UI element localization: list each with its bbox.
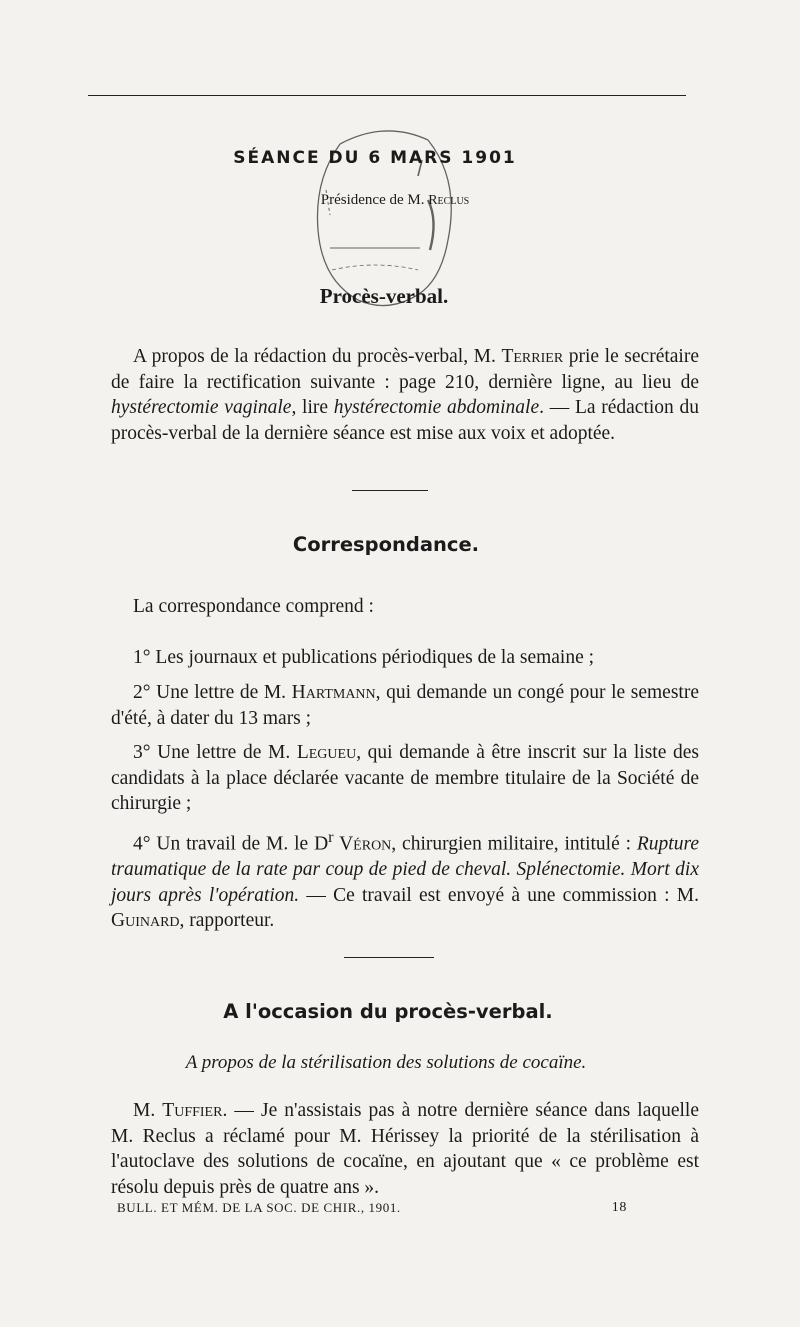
correspondance-item-3 — [111, 740, 699, 817]
correspondance-intro: La correspondance comprend : — [133, 596, 374, 617]
presidence-line — [0, 192, 795, 209]
occasion-subheading: A propos de la stérilisation des solutions de cocaïne. — [185, 1052, 587, 1073]
item2-name: Hartmann — [291, 682, 376, 703]
pv-text-2: prie le secrétaire de faire la rectification suivante : page 210, dernière ligne, au lieu de — [111, 346, 699, 393]
item4-name-2: Guinard — [111, 910, 180, 931]
correspondance-item-1: 1° Les journaux et publications périodiques de la semaine ; — [133, 647, 595, 668]
item2-text-2: , qui demande un congé pour le semestre d'été, à dater du 13 mars ; — [111, 682, 699, 729]
item4-name: Véron — [333, 833, 392, 855]
occasion-paragraph — [111, 1098, 699, 1200]
item4-sup: r — [328, 828, 334, 846]
correspondance-item-2 — [111, 680, 699, 731]
pv-text-3: , lire — [291, 397, 334, 418]
item4-text-1: 4° Un travail de M. le D — [133, 833, 329, 855]
correspondance-item-4 — [111, 825, 699, 934]
pv-name-terrier: Terrier — [501, 346, 564, 367]
item4-text-4: , rapporteur. — [179, 910, 275, 931]
page-footer — [117, 1200, 627, 1217]
item2-text-1: 2° Une lettre de M. — [133, 682, 292, 703]
presidence-name: Reclus — [428, 193, 470, 208]
occ-text-1: M. — [133, 1100, 163, 1121]
item4-italic-title: Rupture traumatique de la rate par coup de pied de cheval. Splénectomie. Mort dix jours après l'opération. — [111, 833, 699, 906]
proces-verbal-paragraph — [111, 344, 699, 446]
presidence-prefix: Présidence de M. — [320, 192, 429, 208]
item4-text-2: , chirurgien militaire, intitulé : — [391, 833, 637, 855]
footer-page-signature: 18 — [611, 1200, 627, 1215]
pv-text-1: A propos de la rédaction du procès-verbal, M. — [133, 346, 502, 367]
item3-text-2: , qui demande à être inscrit sur la liste des candidats à la place déclarée vacante de membre titulaire de la Société de chirurgie ; — [111, 742, 699, 814]
pv-text-4: . — La rédaction du procès-verbal de la dernière séance est mise aux voix et adoptée. — [111, 397, 700, 444]
section-rule-1 — [352, 490, 428, 491]
proces-verbal-heading: Procès-verbal. — [319, 284, 449, 308]
item4-text-3: — Ce travail est envoyé à une commission : M. — [299, 884, 699, 906]
occasion-heading: A l'occasion du procès-verbal. — [223, 1000, 553, 1023]
item3-name: Legueu — [296, 742, 357, 763]
occ-text-2: . — Je n'assistais pas à notre dernière séance dans laquelle M. Reclus a réclamé pour M. Hérissey la priorité de la stérilisation à l'autoclave des solutions de cocaïne, en ajoutant que « ce problème est résolu depuis près de quatre ans ». — [111, 1100, 699, 1198]
pv-italic-2: hystérectomie abdominale — [333, 397, 540, 418]
top-rule — [88, 95, 686, 96]
seance-title: SÉANCE DU 6 MARS 1901 — [233, 148, 517, 168]
occ-name-tuffier: Tuffier — [162, 1100, 223, 1121]
item3-text-1: 3° Une lettre de M. — [133, 742, 297, 763]
correspondance-heading: Correspondance. — [292, 533, 480, 556]
pv-italic-1: hystérectomie vaginale — [111, 397, 292, 418]
footer-source: BULL. ET MÉM. DE LA SOC. DE CHIR., 1901. — [117, 1200, 401, 1215]
section-rule-2 — [344, 957, 434, 958]
